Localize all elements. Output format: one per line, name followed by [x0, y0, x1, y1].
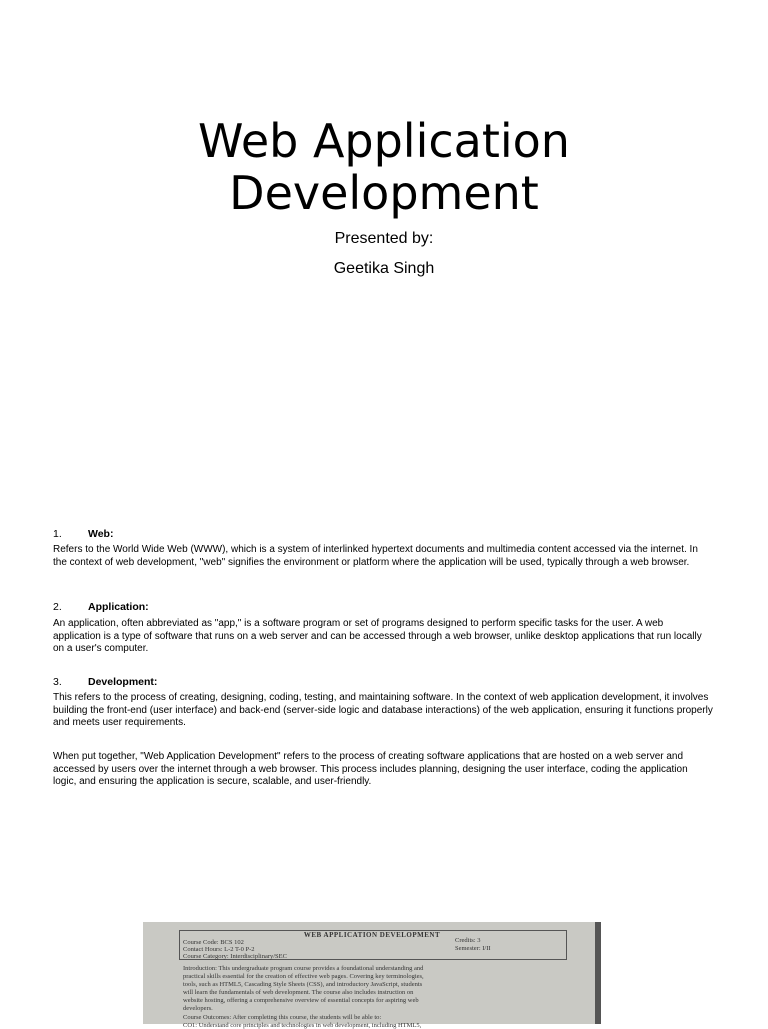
- section-number: 1.: [53, 528, 62, 540]
- syllabus-intro-line: developers.: [183, 1005, 213, 1012]
- section-heading-development: [53, 676, 157, 688]
- syllabus-intro-line: Introduction: This undergraduate program course provides a foundational understanding and: [183, 965, 424, 972]
- syllabus-photo: [143, 922, 601, 1029]
- section-number: 2.: [53, 601, 62, 613]
- title-line-1: Web Application: [198, 114, 570, 168]
- document-title: [0, 115, 768, 219]
- syllabus-semester: Semester: I/II: [455, 945, 491, 952]
- section-heading-application: [53, 601, 149, 613]
- title-line-2: Development: [229, 166, 539, 220]
- syllabus-intro-line: will learn the fundamentals of web development. The course also includes instruction on: [183, 989, 414, 996]
- section-text-development: This refers to the process of creating, designing, coding, testing, and maintaining software. In the context of web application development, it involves building the front-end (user interface) and back-end (server-side logic and database interactions) of the web application, ensuring it functions properly and meets user requirements.: [53, 692, 713, 729]
- syllabus-heading: WEB APPLICATION DEVELOPMENT: [303, 931, 441, 939]
- photo-edge-shadow: [595, 922, 601, 1024]
- syllabus-intro-line: practical skills essential for the creation of effective web pages. Covering key terminologies,: [183, 973, 424, 980]
- syllabus-credits: Credits: 3: [455, 937, 481, 944]
- syllabus-category: Course Category: Interdisciplinary/SEC: [183, 953, 287, 960]
- syllabus-contact-hours: Contact Hours: L-2 T-0 P-2: [183, 946, 255, 953]
- syllabus-intro-line: tools, such as HTML5, Cascading Style Sheets (CSS), and introductory JavaScript, students: [183, 981, 423, 988]
- presented-by-label: Presented by:: [334, 230, 434, 247]
- syllabus-co1: CO1: Understand core principles and technologies in web development, including HTML5,: [183, 1022, 422, 1029]
- section-title: Development:: [88, 676, 158, 688]
- section-number: 3.: [53, 676, 62, 688]
- section-text-application: An application, often abbreviated as "app," is a software program or set of programs designed to perform specific tasks for the user. A web application is a type of software that runs on a web server and can be accessed through a web browser, unlike desktop applications that run locally on a user's computer.: [53, 618, 702, 655]
- syllabus-intro-line: website hosting, offering a comprehensive overview of essential concepts for aspiring web: [183, 997, 419, 1004]
- section-title: Application:: [88, 601, 149, 613]
- section-text-web: Refers to the World Wide Web (WWW), which is a system of interlinked hypertext documents and multimedia content accessed via the internet. In the context of web development, "web" signifies the environment or platform where the application will be used, typically through a web browser.: [53, 544, 698, 568]
- presenter-name: Geetika Singh: [333, 260, 435, 277]
- syllabus-course-code: Course Code: BCS 102: [183, 939, 244, 946]
- section-title: Web:: [88, 528, 114, 540]
- section-heading-web: [53, 528, 113, 540]
- summary-paragraph: When put together, "Web Application Development" refers to the process of creating software applications that are hosted on a web server and accessed by users over the internet through a web browser. This process includes planning, designing the user interface, coding the application logic, and ensuring the application is secure, scalable, and user-friendly.: [53, 751, 688, 788]
- syllabus-outcomes: Course Outcomes: After completing this course, the students will be able to:: [183, 1014, 382, 1021]
